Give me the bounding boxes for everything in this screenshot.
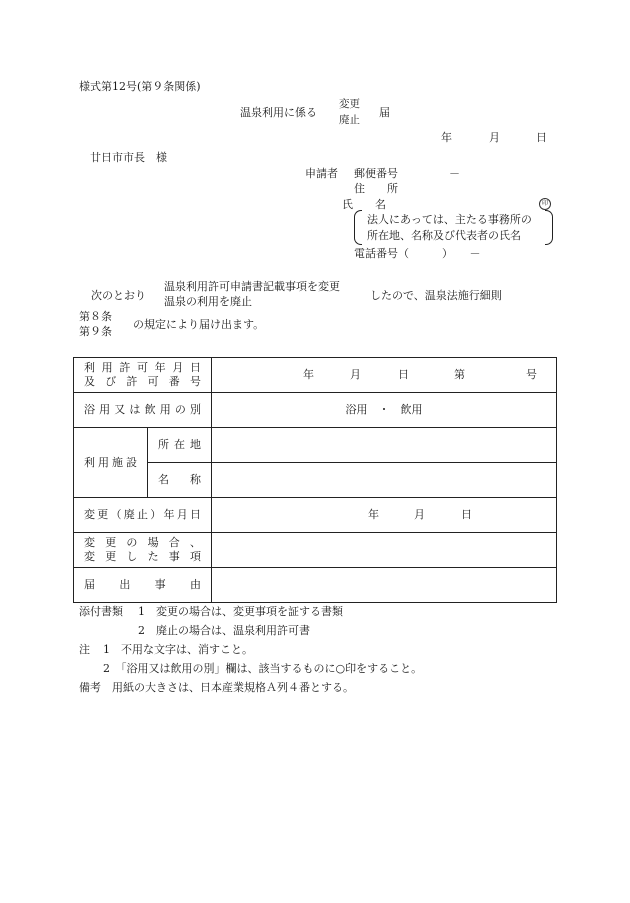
facility-name-label-cell (148, 463, 212, 498)
postal-dash: － (449, 167, 460, 180)
table-row (74, 498, 557, 533)
corp-note-line1: 法人にあっては、主たる事務所の (367, 213, 532, 226)
body-closing: の規定により届け出ます。 (133, 318, 265, 331)
change-year: 年 (368, 508, 379, 521)
remark: 備考 用紙の大きさは、日本産業規格Ａ列４番とする。 (79, 681, 354, 694)
changed-items-label-2: 変更した事項 (84, 550, 201, 563)
permit-date-label-2: 及び許可番号 (84, 375, 201, 388)
reason-label: 届出事由 (84, 578, 201, 591)
changed-items-label-cell (74, 533, 212, 568)
left-bracket (354, 210, 362, 245)
postal-label: 郵便番号 (354, 167, 398, 180)
attachment-1: 1 変更の場合は、変更事項を証する書類 (138, 605, 343, 618)
facility-name-label: 名 称 (158, 473, 201, 486)
form-number: 様式第12号(第９条関係) (79, 80, 201, 93)
change-day: 日 (461, 508, 472, 521)
title-right: 届 (379, 106, 390, 119)
address-label: 住 所 (354, 182, 398, 195)
note-2: 2 「浴用又は飲用の別」欄は、該当するものに○印をすること。 (103, 662, 423, 675)
facility-location-label-cell (148, 428, 212, 463)
reason-value[interactable] (212, 568, 557, 603)
permit-number-suffix: 号 (526, 368, 537, 381)
facility-location-value[interactable] (212, 428, 557, 463)
change-date-label: 変更（廃止）年月日 (84, 508, 201, 521)
title-left: 温泉利用に係る (240, 106, 317, 119)
date-year: 年 (441, 131, 452, 144)
addressee: 廿日市市長 様 (90, 151, 167, 164)
permit-number-prefix: 第 (454, 368, 465, 381)
body-option-change: 温泉利用許可申請書記載事項を変更 (164, 280, 340, 293)
article-8: 第８条 (79, 310, 112, 323)
date-month: 月 (489, 131, 500, 144)
phone-label: 電話番号（ ） － (354, 247, 481, 260)
permit-date-label-cell (74, 358, 212, 393)
permit-date-value-cell[interactable] (212, 358, 557, 393)
article-9: 第９条 (79, 325, 112, 338)
title-option-abolish: 廃止 (339, 114, 360, 126)
name-label: 氏 名 (342, 198, 386, 211)
use-type-label: 浴用又は飲用の別 (84, 403, 201, 416)
facility-label-cell (74, 428, 148, 498)
applicant-role: 申請者 (305, 167, 338, 180)
reason-label-cell (74, 568, 212, 603)
change-date-label-cell (74, 498, 212, 533)
attachment-2: 2 廃止の場合は、温泉利用許可書 (138, 624, 310, 637)
body-after: したので、温泉法施行細則 (370, 289, 502, 302)
table-row (74, 428, 557, 463)
right-bracket (545, 210, 553, 245)
permit-year: 年 (303, 368, 314, 381)
use-type-label-cell (74, 393, 212, 428)
table-row (74, 568, 557, 603)
changed-items-value[interactable] (212, 533, 557, 568)
notification-table (73, 357, 557, 603)
change-month: 月 (414, 508, 425, 521)
permit-month: 月 (350, 368, 361, 381)
corp-note-line2: 所在地、名称及び代表者の氏名 (367, 229, 521, 242)
permit-date-label-1: 利用許可年月日 (84, 361, 201, 374)
body-option-abolish: 温泉の利用を廃止 (164, 295, 252, 308)
use-type-value[interactable]: 浴用 ・ 飲用 (212, 393, 557, 428)
table-row (74, 393, 557, 428)
seal-icon: 印 (539, 198, 551, 210)
body-intro: 次のとおり (91, 289, 146, 302)
table-row (74, 358, 557, 393)
date-day: 日 (536, 131, 547, 144)
changed-items-label-1: 変更の場合、 (84, 536, 201, 549)
facility-label: 利用施設 (84, 455, 137, 469)
title-option-change: 変更 (339, 98, 360, 110)
note-label: 注 (79, 643, 90, 656)
table-row (74, 533, 557, 568)
facility-name-value[interactable] (212, 463, 557, 498)
facility-location-label: 所在地 (158, 438, 201, 451)
permit-day: 日 (398, 368, 409, 381)
note-1: 1 不用な文字は、消すこと。 (103, 643, 253, 656)
change-date-value-cell[interactable] (212, 498, 557, 533)
attachments-label: 添付書類 (79, 605, 123, 618)
